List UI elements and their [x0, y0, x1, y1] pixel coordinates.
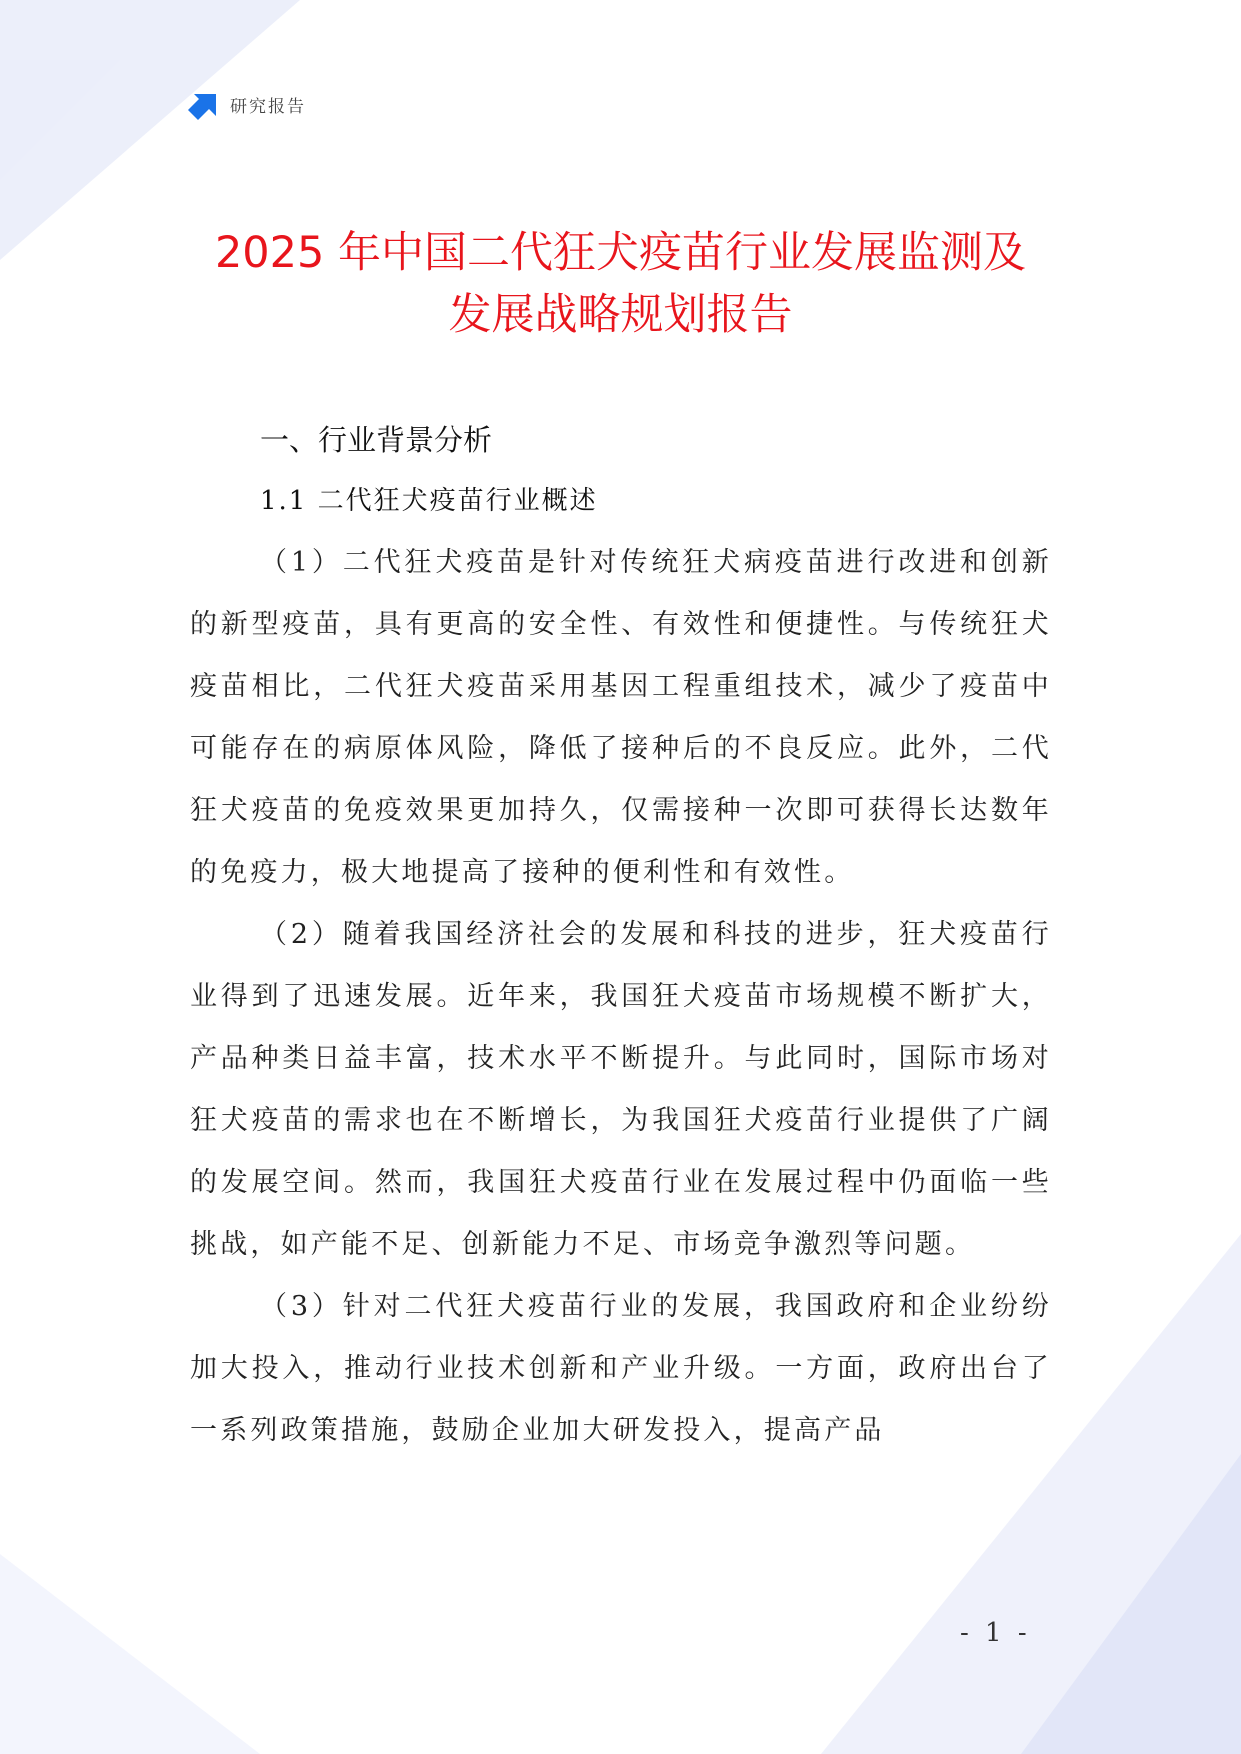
- header-label: 研究报告: [230, 96, 306, 117]
- bg-triangle: [0, 0, 300, 260]
- section-subheading: 1.1 二代狂犬疫苗行业概述: [260, 486, 598, 516]
- paragraph: （2）随着我国经济社会的发展和科技的进步，狂犬疫苗行业得到了迅速发展。近年来，我国狂犬疫苗市场规模不断扩大，产品种类日益丰富，技术水平不断提升。与此同时，国际市场对狂犬疫苗的需求也在不断增长，为我国狂犬疫苗行业提供了广阔的发展空间。然而，我国狂犬疫苗行业在发展过程中仍面临一些挑战，如产能不足、创新能力不足、市场竞争激烈等问题。: [190, 919, 1052, 1260]
- arrow-up-right-icon: [188, 88, 220, 120]
- paragraph: （1）二代狂犬疫苗是针对传统狂犬病疫苗进行改进和创新的新型疫苗，具有更高的安全性、有效性和便捷性。与传统狂犬疫苗相比，二代狂犬疫苗采用基因工程重组技术，减少了疫苗中可能存在的病原体风险，降低了接种后的不良反应。此外，二代狂犬疫苗的免疫效果更加持久，仅需接种一次即可获得长达数年的免疫力，极大地提高了接种的便利性和有效性。: [190, 547, 1052, 888]
- bg-triangle: [0, 60, 120, 180]
- page-number: - 1 -: [960, 1618, 1031, 1648]
- report-header: [188, 88, 306, 120]
- title-line-1: 2025 年中国二代狂犬疫苗行业发展监测及: [214, 228, 1027, 278]
- bg-triangle: [0, 1554, 260, 1754]
- paragraph: （3）针对二代狂犬疫苗行业的发展，我国政府和企业纷纷加大投入，推动行业技术创新和产业升级。一方面，政府出台了一系列政策措施，鼓励企业加大研发投入，提高产品: [190, 1291, 1052, 1446]
- report-body: [190, 410, 1052, 1462]
- title-line-2: 发展战略规划报告: [448, 290, 793, 340]
- report-title: [140, 222, 1101, 346]
- section-heading: 一、行业背景分析: [260, 423, 493, 457]
- bg-triangle: [1021, 1454, 1241, 1754]
